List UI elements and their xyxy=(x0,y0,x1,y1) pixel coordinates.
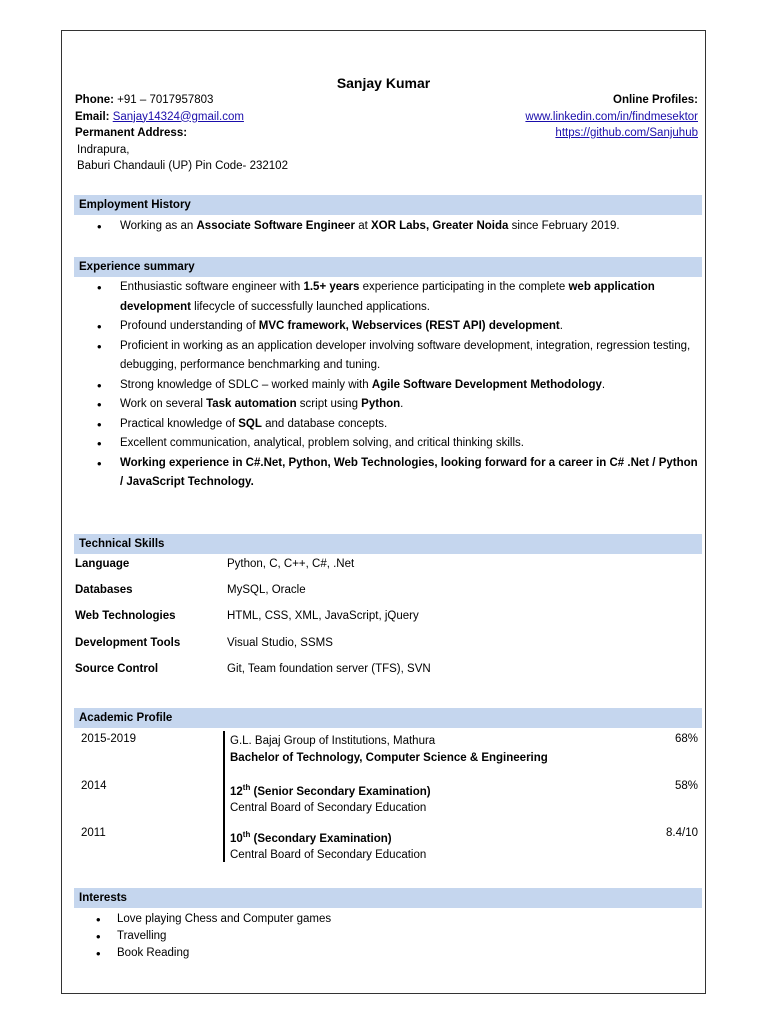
email-label: Email: xyxy=(75,110,110,123)
table-row: Development Tools Visual Studio, SSMS xyxy=(75,636,333,649)
address-label: Permanent Address: xyxy=(75,127,188,139)
table-row: Language Python, C, C++, C#, .Net xyxy=(75,558,355,570)
list-item: • Travelling xyxy=(74,928,331,945)
experience-list xyxy=(74,278,704,493)
address-line-1: Indrapura, xyxy=(77,143,130,156)
table-row: Web Technologies HTML, CSS, XML, JavaScript, jQuery xyxy=(75,610,419,623)
table-row: 2014 12th (Senior Secondary Examination) Central Board of Secondary Education 58% xyxy=(81,780,698,815)
candidate-name: Sanjay Kumar xyxy=(336,75,431,91)
skills-table xyxy=(75,556,695,687)
profiles-label: Online Profiles: xyxy=(613,94,698,106)
table-row: 2015-2019 G.L. Bajaj Group of Institutions, Mathura Bachelor of Technology, Computer Science & Engineering 68% xyxy=(81,733,698,764)
table-row: Source Control Git, Team foundation server (TFS), SVN xyxy=(75,662,431,675)
list-item: • Book Reading xyxy=(74,945,331,962)
table-row: Databases MySQL, Oracle xyxy=(75,584,306,597)
phone-line xyxy=(75,92,288,109)
academic-profile-heading: Academic Profile xyxy=(74,708,702,728)
phone-value: +91 – 7017957803 xyxy=(113,94,214,106)
list-item: • Working as an Associate Software Engineer at XOR Labs, Greater Noida since February 2019. xyxy=(74,217,704,237)
list-item: • Profound understanding of MVC framework, Webservices (REST API) development. xyxy=(74,317,704,337)
table-row: 2011 10th (Secondary Examination) Central Board of Secondary Education 8.4/10 xyxy=(81,827,698,862)
list-item: • Working experience in C#.Net, Python, Web Technologies, looking forward for a career in C# .Net / Python / JavaScript Technology. xyxy=(74,454,704,493)
interests-list xyxy=(74,911,331,962)
resume-page xyxy=(61,30,706,994)
contact-info xyxy=(75,92,288,175)
email-line xyxy=(75,109,288,126)
github-link[interactable]: https://github.com/Sanjuhub xyxy=(555,127,698,139)
experience-summary-heading: Experience summary xyxy=(74,257,702,277)
phone-label: Phone: xyxy=(75,94,114,106)
list-item: • Practical knowledge of SQL and database concepts. xyxy=(74,415,704,435)
email-link[interactable]: Sanjay14324@gmail.com xyxy=(112,110,244,123)
online-profiles xyxy=(525,92,698,142)
interests-heading: Interests xyxy=(74,888,702,908)
technical-skills-heading: Technical Skills xyxy=(74,534,702,554)
list-item: • Strong knowledge of SDLC – worked mainly with Agile Software Development Methodology. xyxy=(74,376,704,396)
list-item: • Proficient in working as an application developer involving software development, integration, regression testing, debugging, performance benchmarking and tuning. xyxy=(74,337,704,376)
list-item: • Work on several Task automation script using Python. xyxy=(74,395,704,415)
employment-history-heading: Employment History xyxy=(74,195,702,215)
list-item: • Love playing Chess and Computer games xyxy=(74,911,331,928)
list-item: • Enthusiastic software engineer with 1.5+ years experience participating in the complete web application development lifecycle of successfully launched applications. xyxy=(74,278,704,317)
linkedin-link[interactable]: www.linkedin.com/in/findmesektor xyxy=(525,110,698,123)
list-item: • Excellent communication, analytical, problem solving, and critical thinking skills. xyxy=(74,434,704,454)
address-line-2: Baburi Chandauli (UP) Pin Code- 232102 xyxy=(77,160,288,172)
academic-table xyxy=(81,731,698,872)
employment-list xyxy=(74,217,704,237)
